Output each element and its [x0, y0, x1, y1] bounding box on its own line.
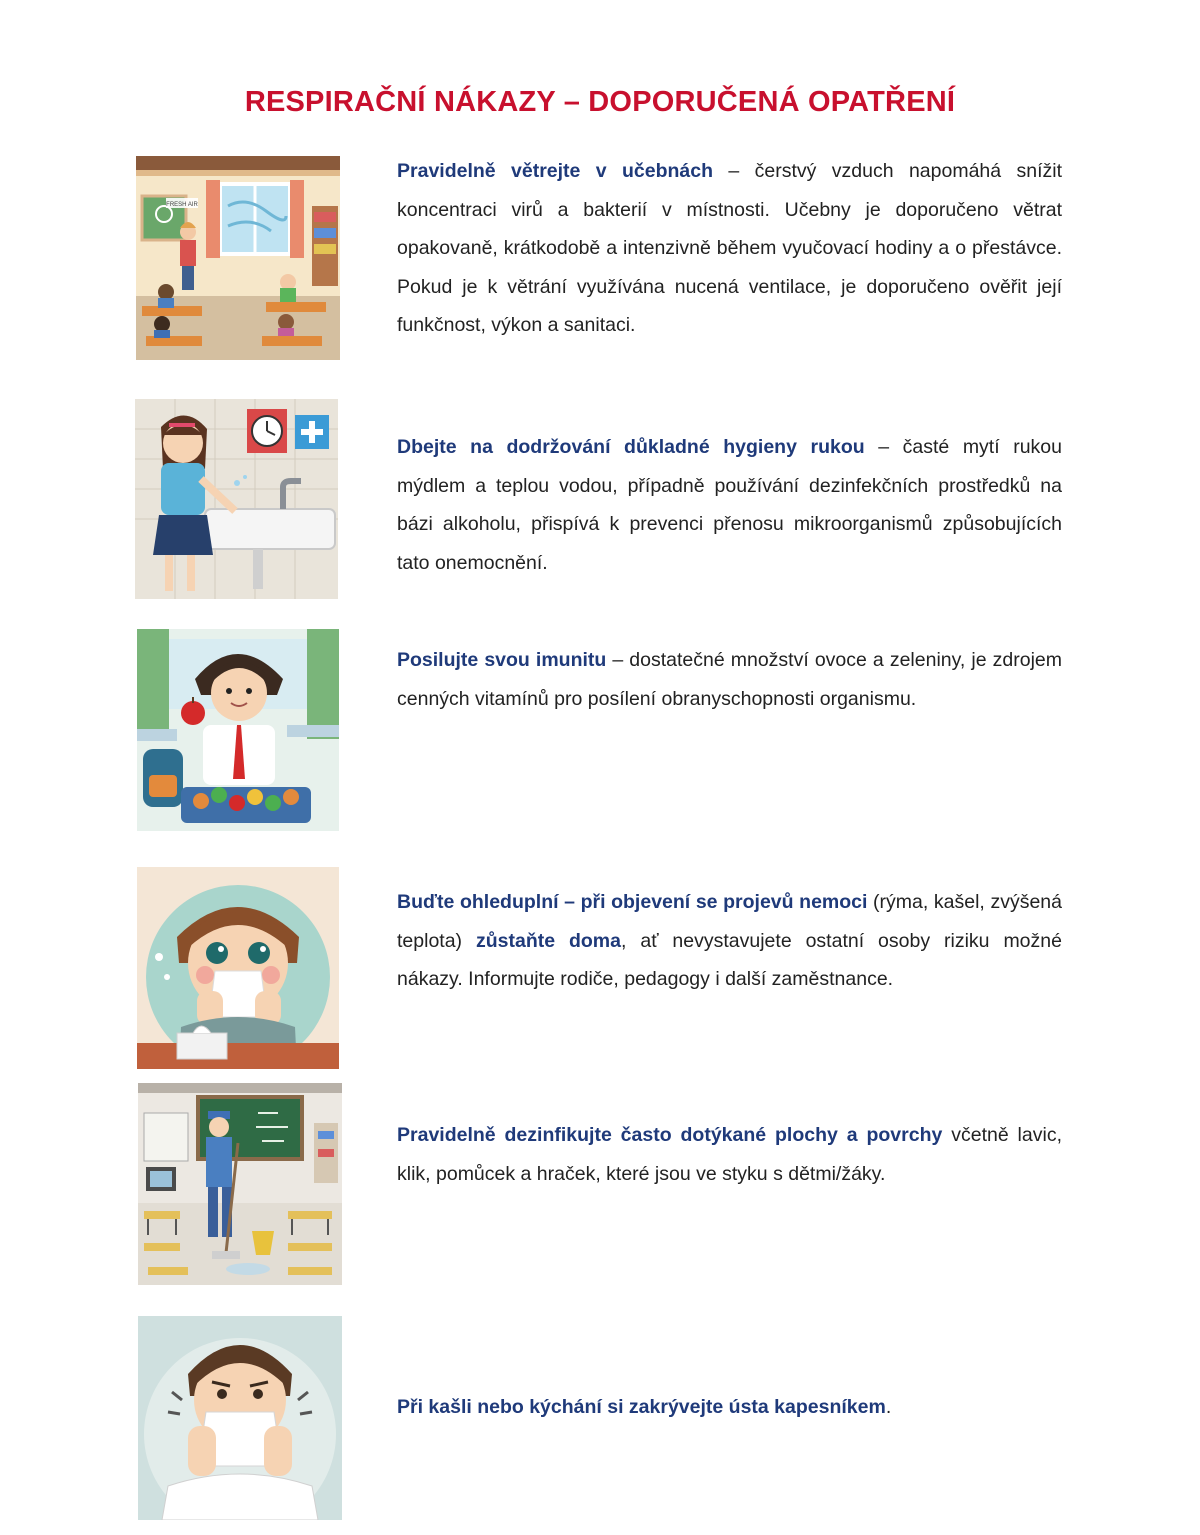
item-immunity-heading: Posilujte svou imunitu — [397, 649, 607, 671]
boy-eating-vegetables-illustration — [137, 629, 339, 831]
item-cough-heading: Při kašli nebo kýchání si zakrývejte ústa kapesníkem — [397, 1396, 886, 1418]
item-cough-body: . — [885, 1396, 892, 1418]
item-stay-home-heading: zůstaňte doma — [475, 929, 621, 952]
item-considerate-text — [397, 883, 1062, 999]
item-considerate-body-b: , ať nevystavujete ostatní osoby riziku možné nákazy. Informujte rodiče, pedagogy i další zaměstnance. — [397, 929, 1062, 990]
page-title: RESPIRAČNÍ NÁKAZY – DOPORUČENÁ OPATŘENÍ — [244, 86, 956, 118]
item-disinfect-body: včetně lavic, klik, pomůcek a hraček, které jsou ve styku s dětmi/žáky. — [397, 1124, 1062, 1185]
item-ventilation-body: – čerstvý vzduch napomáhá snížit koncentraci virů a bakterií v místnosti. Učebny je doporučeno větrat opakovaně, krátkodobě a intenzivně během vyučovací hodiny a o přestávce. Pokud je k větrání využívána nucená ventilace, je doporučeno ověřit její funkčnost, výkon a sanitaci. — [397, 160, 1062, 336]
item-considerate-heading: Buďte ohleduplní – při objevení se projevů nemoci — [397, 891, 868, 913]
janitor-cleaning-classroom-illustration — [138, 1083, 342, 1285]
handwashing-girl-illustration — [135, 399, 338, 599]
sick-boy-tissue-illustration — [137, 867, 339, 1069]
man-covering-mouth-illustration — [138, 1316, 342, 1520]
fresh-air-sign: FRESH AIR — [166, 202, 198, 208]
item-disinfect-text — [397, 1116, 1062, 1193]
item-handwashing-text — [397, 428, 1062, 582]
item-ventilation-heading: Pravidelně větrejte v učebnách — [397, 160, 714, 182]
item-immunity-body: – dostatečné množství ovoce a zeleniny, je zdrojem cenných vitamínů pro posílení obranyschopnosti organismu. — [397, 649, 1062, 710]
item-immunity-text — [397, 641, 1062, 718]
item-ventilation-text — [397, 152, 1062, 345]
item-handwashing-body: – časté mytí rukou mýdlem a teplou vodou, případně používání dezinfekčních prostředků na bázi alkoholu, přispívá k prevenci přenosu mikroorganismů způsobujících tato onemocnění. — [397, 436, 1062, 574]
item-cough-text — [397, 1388, 1062, 1427]
item-handwashing-heading: Dbejte na dodržování důkladné hygieny rukou — [397, 436, 865, 458]
classroom-ventilation-illustration — [136, 156, 340, 360]
item-considerate-body-a: (rýma, kašel, zvýšená teplota) — [397, 891, 1062, 952]
item-disinfect-heading: Pravidelně dezinfikujte často dotýkané plochy a povrchy — [397, 1124, 943, 1146]
